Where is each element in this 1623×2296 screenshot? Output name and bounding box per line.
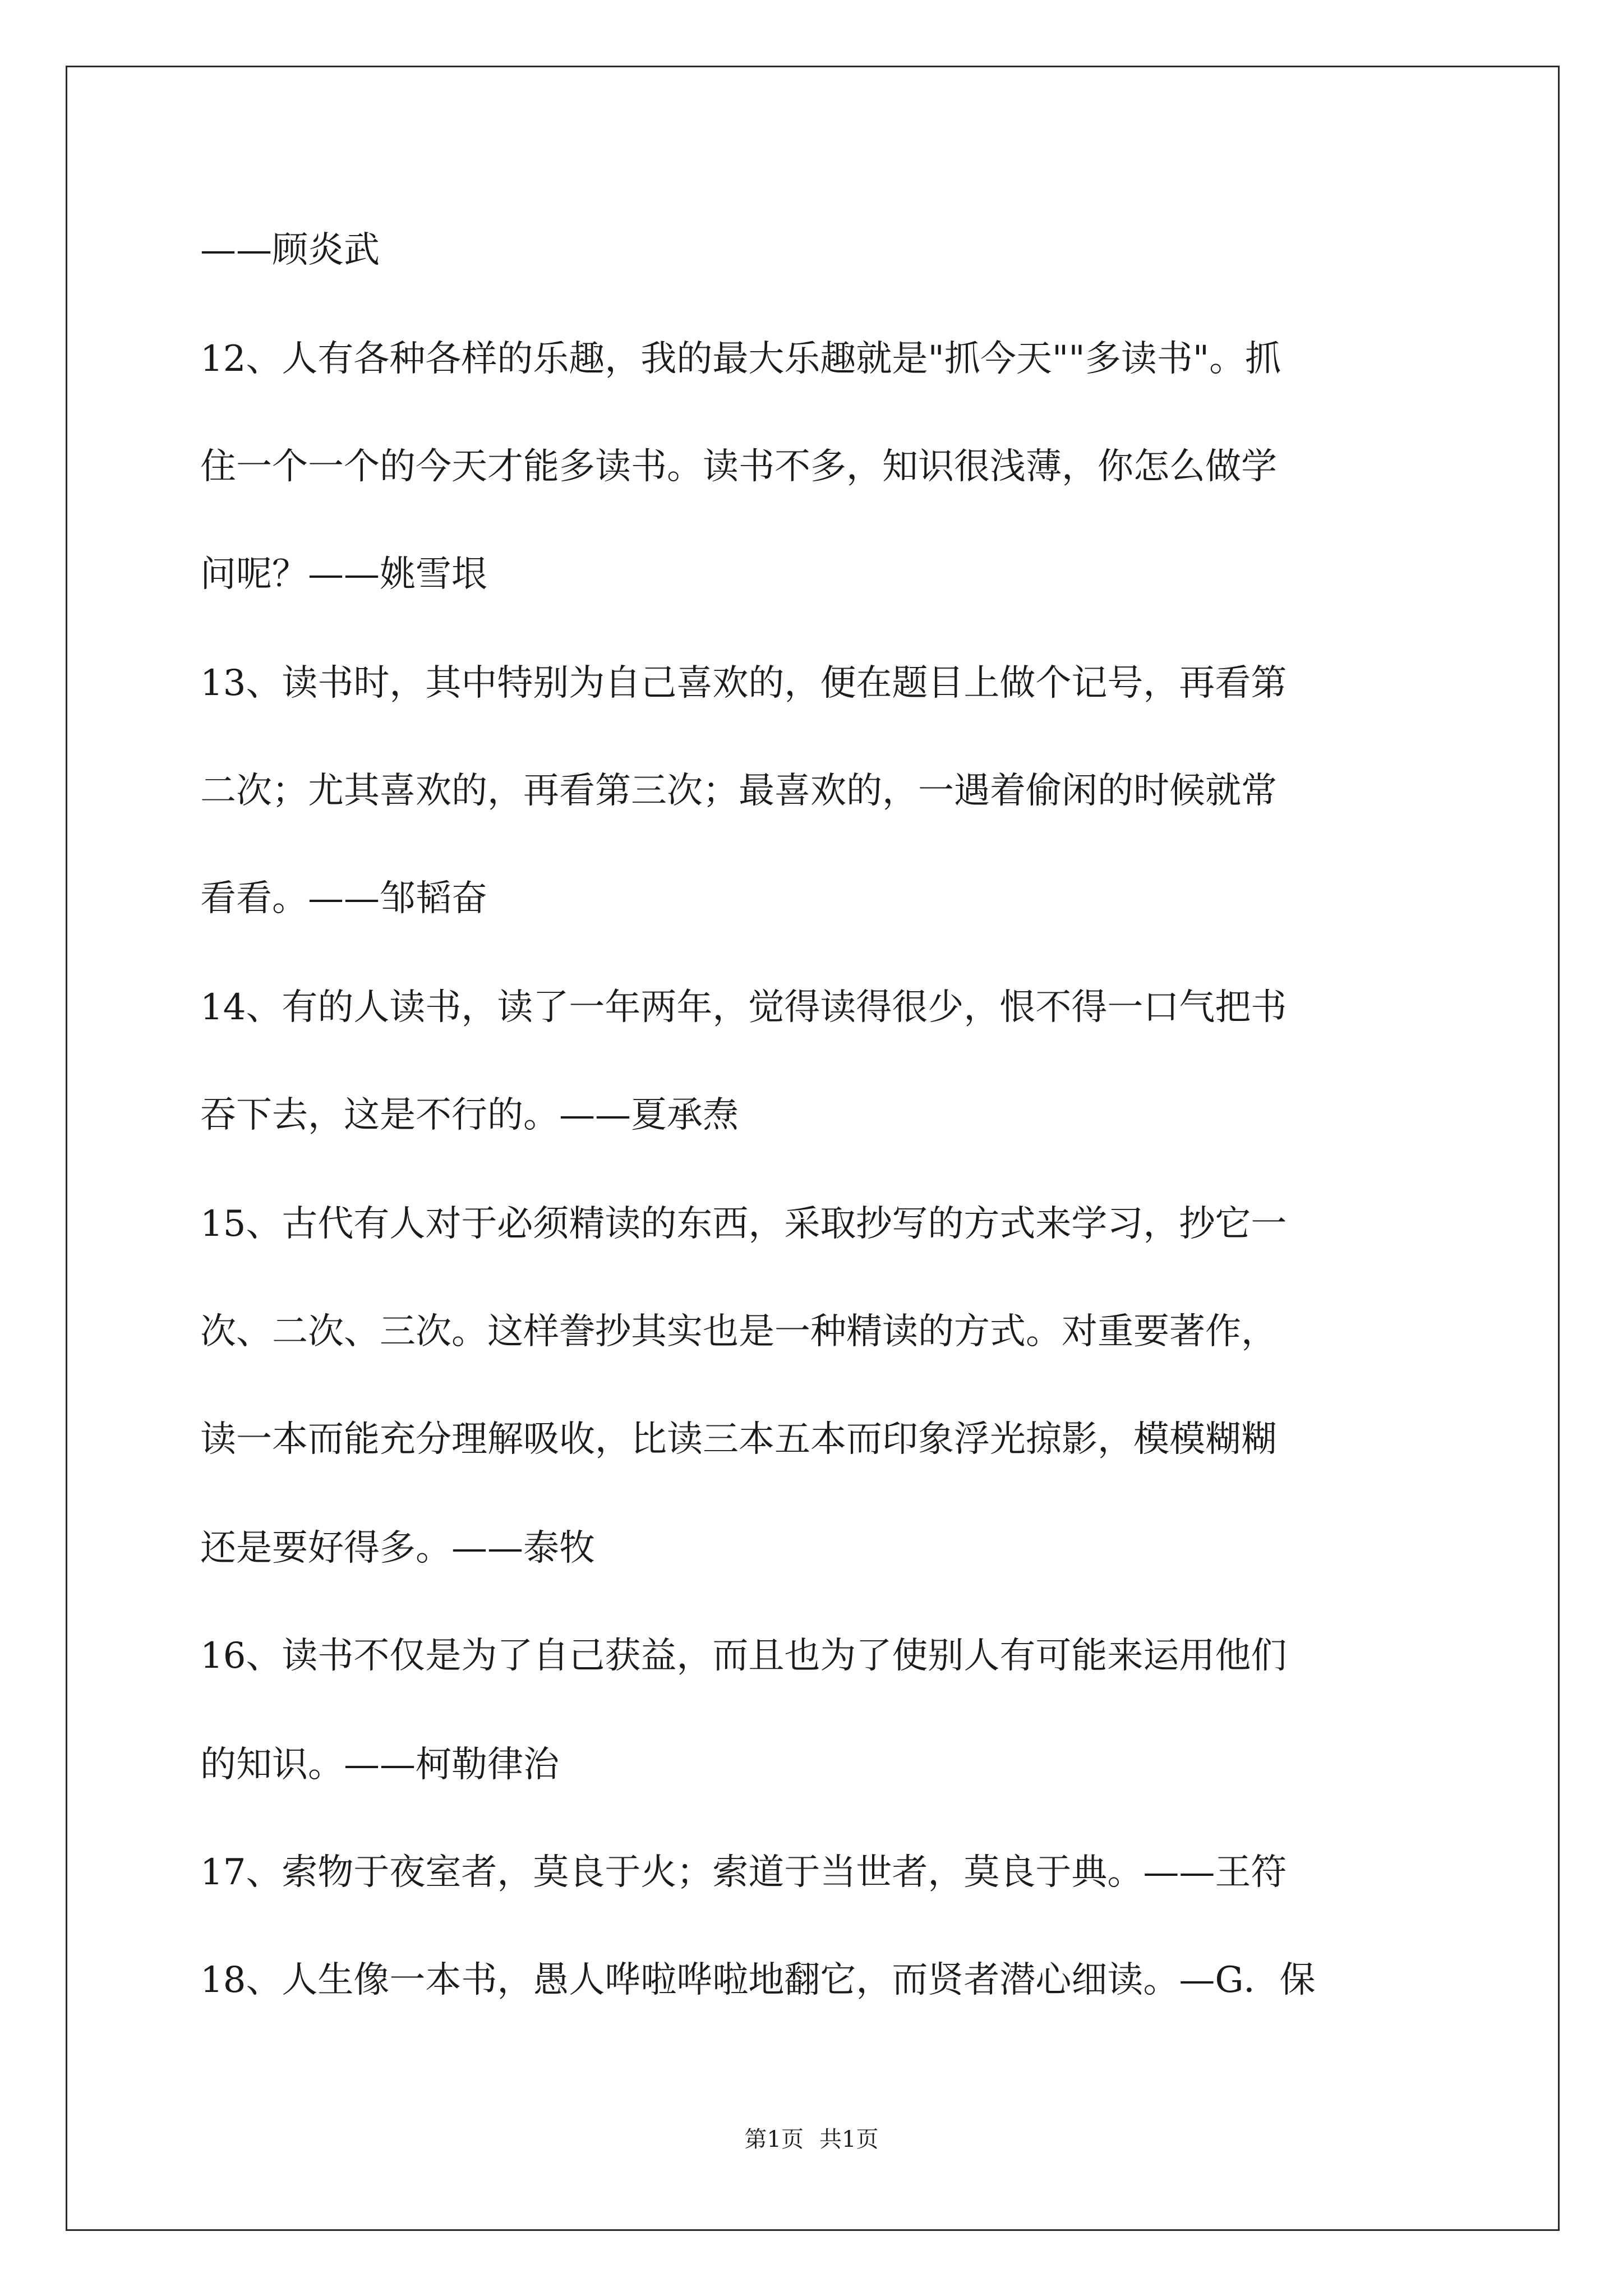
text-line: 二次；尤其喜欢的，再看第三次；最喜欢的，一遇着偷闲的时候就常 [200, 770, 1277, 812]
page-border [66, 66, 1560, 2231]
text-line: 15、古代有人对于必须精读的东西，采取抄写的方式来学习，抄它一 [200, 1203, 1287, 1245]
text-line: 还是要好得多。——泰牧 [200, 1527, 595, 1569]
text-line: 14、有的人读书，读了一年两年，觉得读得很少，恨不得一口气把书 [200, 987, 1287, 1028]
page-footer [0, 2123, 1623, 2156]
text-line: 读一本而能充分理解吸收，比读三本五本而印象浮光掠影，模模糊糊 [200, 1419, 1277, 1460]
text-line: 13、读书时，其中特别为自己喜欢的，便在题目上做个记号，再看第 [200, 662, 1287, 704]
text-line: 住一个一个的今天才能多读书。读书不多，知识很浅薄，你怎么做学 [200, 446, 1277, 487]
text-line: 16、读书不仅是为了自己获益，而且也为了使别人有可能来运用他们 [200, 1635, 1287, 1677]
text-line: ——顾炎武 [200, 229, 380, 271]
text-line: 吞下去，这是不行的。——夏承焘 [200, 1094, 739, 1136]
page-total: 共1页 [819, 2127, 879, 2152]
text-line: 次、二次、三次。这样誊抄其实也是一种精读的方式。对重要著作， [200, 1311, 1277, 1352]
text-line: 问呢？——姚雪垠 [200, 554, 487, 595]
page-number: 第1页 [744, 2127, 804, 2152]
text-line: 18、人生像一本书，愚人哗啦哗啦地翻它，而贤者潜心细读。—G．保 [200, 1959, 1316, 2001]
text-line: 17、索物于夜室者，莫良于火；索道于当世者，莫良于典。——王符 [200, 1852, 1287, 1893]
text-line: 的知识。——柯勒律治 [200, 1744, 559, 1786]
text-line: 12、人有各种各样的乐趣，我的最大乐趣就是"抓今天""多读书"。抓 [200, 338, 1281, 380]
text-line: 看看。——邹韬奋 [200, 878, 487, 919]
